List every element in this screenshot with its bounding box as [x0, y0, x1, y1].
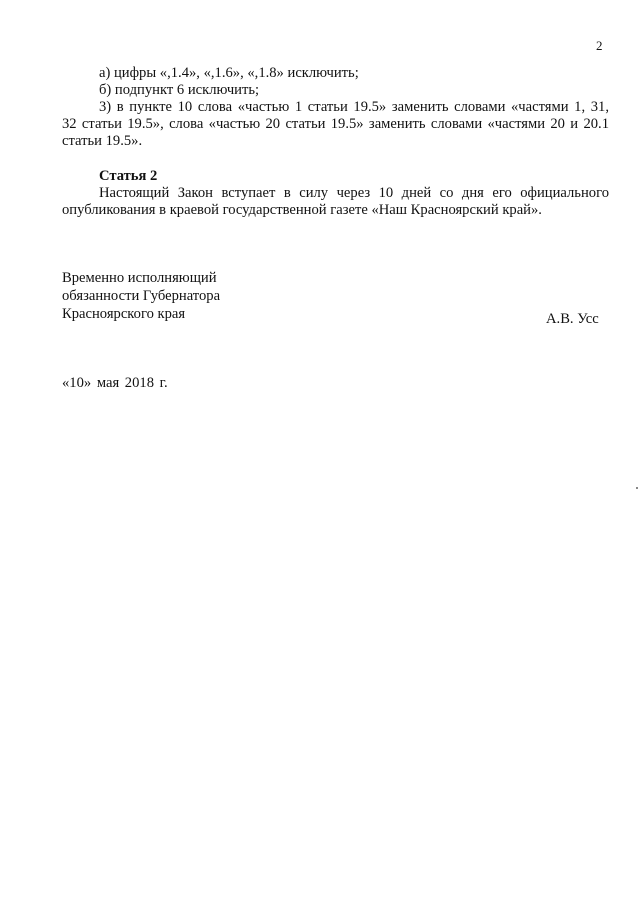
page-number: 2	[596, 38, 603, 53]
signatory-position-line-2: обязанности Губернатора	[62, 288, 221, 304]
item-c-line-1: 3) в пункте 10 слова «частью 1 статьи 19.5» заменить словами «частями 1, 31,	[99, 99, 609, 115]
item-c-line-3: статьи 19.5».	[62, 133, 143, 149]
scan-mark	[636, 487, 638, 489]
article-2-heading: Статья 2	[99, 168, 158, 184]
signatory-position-line-1: Временно исполняющий	[62, 270, 217, 286]
signatory-name: А.В. Усс	[546, 311, 599, 327]
item-a: а) цифры «,1.4», «,1.6», «,1.8» исключить;	[99, 65, 359, 81]
article-2-text-line-1: Настоящий Закон вступает в силу через 10 дней со дня его официального	[99, 185, 609, 201]
document-date: «10» мая 2018 г.	[62, 375, 168, 391]
signatory-position-line-3: Красноярского края	[62, 306, 186, 322]
article-2-text-line-2: опубликования в краевой государственной газете «Наш Красноярский край».	[62, 202, 542, 218]
item-c-line-2: 32 статьи 19.5», слова «частью 20 статьи 19.5» заменить словами «частями 20 и 20.1	[62, 116, 609, 132]
item-b: б) подпункт 6 исключить;	[99, 82, 260, 98]
